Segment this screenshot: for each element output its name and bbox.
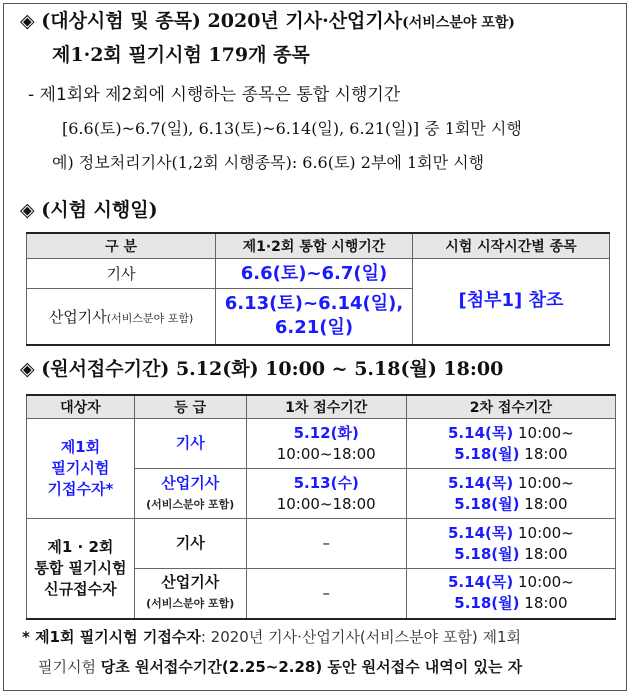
grade-gisa: 기사 xyxy=(134,519,246,569)
table-row xyxy=(27,419,616,469)
footnote-line-1 xyxy=(22,626,521,647)
row-period-sanup xyxy=(216,289,413,345)
second-end-date: 5.18(월) xyxy=(454,494,520,513)
grade-gisa: 기사 xyxy=(134,419,246,469)
second-start-time: 10:00~ xyxy=(518,423,574,442)
footnote-plain: 필기시험 xyxy=(38,658,96,676)
group-label-line: 기접수자* xyxy=(47,480,114,498)
header-grade: 등 급 xyxy=(134,395,246,419)
period-line-1: 6.13(토)~6.14(일), xyxy=(224,293,404,315)
footnote-rest: : 2020년 기사·산업기사(서비스분야 포함) 제1회 xyxy=(200,628,522,646)
header-period: 제1·2회 통합 시행기간 xyxy=(216,233,413,259)
table-header-row xyxy=(27,233,610,259)
first-time: 10:00~18:00 xyxy=(276,494,376,513)
first-period-cell xyxy=(246,419,406,469)
group-label-line: 신규접수자 xyxy=(44,579,117,598)
second-period-cell xyxy=(406,519,615,569)
row-label-sanup xyxy=(27,289,216,345)
note-line-1: - 제1회와 제2회에 시행하는 종목은 통합 시행기간 xyxy=(28,85,401,105)
second-period-cell xyxy=(406,469,615,519)
title-main-text: ◈ (대상시험 및 종목) 2020년 기사·산업기사 xyxy=(20,10,403,32)
second-start-date: 5.14(목) xyxy=(448,573,514,592)
header-start-time: 시험 시작시간별 종목 xyxy=(412,233,609,259)
exam-count-subtitle: 제1·2회 필기시험 179개 종목 xyxy=(52,44,310,66)
header-target: 대상자 xyxy=(27,395,135,419)
table-row xyxy=(27,259,610,289)
grade-small: (서비스분야 포함) xyxy=(146,497,235,511)
footnote-line-2 xyxy=(38,656,522,677)
group-label-line: 필기시험 xyxy=(51,459,110,477)
first-period-cell xyxy=(246,469,406,519)
footnote-bold: * 제1회 필기시험 기접수자 xyxy=(22,628,201,646)
grade-main: 산업기사 xyxy=(161,473,220,492)
exam-date-table xyxy=(26,232,610,346)
second-end-time: 18:00 xyxy=(524,594,568,613)
second-start-date: 5.14(목) xyxy=(448,473,514,492)
second-period-cell xyxy=(406,419,615,469)
group-label-line: 통합 필기시험 xyxy=(34,558,127,577)
table-row xyxy=(27,519,616,569)
second-start-date: 5.14(목) xyxy=(448,423,514,442)
second-start-time: 10:00~ xyxy=(518,573,574,592)
grade-sanup xyxy=(134,469,246,519)
note-line-3: 예) 정보처리기사(1,2회 시행종목): 6.6(토) 2부에 1회만 시행 xyxy=(52,153,485,172)
second-end-time: 18:00 xyxy=(524,544,568,563)
label-small: (서비스분야 포함) xyxy=(106,311,194,325)
target-group-existing xyxy=(27,419,135,519)
application-period-table xyxy=(26,394,616,620)
table-header-row xyxy=(27,395,616,419)
row-period-gisa: 6.6(토)~6.7(일) xyxy=(216,259,413,289)
group-label-line: 제1회 xyxy=(60,438,101,456)
title-small-text: (서비스분야 포함) xyxy=(402,15,515,31)
grade-main: 산업기사 xyxy=(161,573,220,592)
second-period-cell xyxy=(406,569,615,619)
second-end-time: 18:00 xyxy=(524,444,568,463)
group-label-line: 제1 · 2회 xyxy=(47,537,114,556)
label-main: 산업기사 xyxy=(48,307,107,326)
attachment-reference: [첨부1] 참조 xyxy=(412,259,609,345)
second-start-date: 5.14(목) xyxy=(448,523,514,542)
second-end-date: 5.18(월) xyxy=(454,594,520,613)
target-group-new xyxy=(27,519,135,619)
first-date: 5.12(화) xyxy=(293,423,359,442)
header-second-period: 2차 접수기간 xyxy=(406,395,615,419)
first-period-cell: – xyxy=(246,519,406,569)
second-start-time: 10:00~ xyxy=(518,523,574,542)
section-title-target-exams xyxy=(20,6,515,33)
first-time: 10:00~18:00 xyxy=(276,444,376,463)
section-title-application-period: ◈ (원서접수기간) 5.12(화) 10:00 ~ 5.18(월) 18:00 xyxy=(20,358,504,380)
note-line-2: [6.6(토)~6.7(일), 6.13(토)~6.14(일), 6.21(일)] 중 1회만 시행 xyxy=(62,119,522,138)
section-title-exam-dates: ◈ (시험 시행일) xyxy=(20,199,158,221)
footnote-bold-2: 당초 원서접수기간(2.25~2.28) 동안 원서접수 내역이 있는 자 xyxy=(100,658,523,676)
period-line-2: 6.21(일) xyxy=(274,317,354,339)
header-category: 구 분 xyxy=(27,233,216,259)
first-date: 5.13(수) xyxy=(293,473,359,492)
second-end-date: 5.18(월) xyxy=(454,544,520,563)
second-start-time: 10:00~ xyxy=(518,473,574,492)
second-end-date: 5.18(월) xyxy=(454,444,520,463)
grade-small: (서비스분야 포함) xyxy=(146,597,235,611)
grade-sanup xyxy=(134,569,246,619)
row-label-gisa: 기사 xyxy=(27,259,216,289)
first-period-cell: – xyxy=(246,569,406,619)
second-end-time: 18:00 xyxy=(524,494,568,513)
header-first-period: 1차 접수기간 xyxy=(246,395,406,419)
